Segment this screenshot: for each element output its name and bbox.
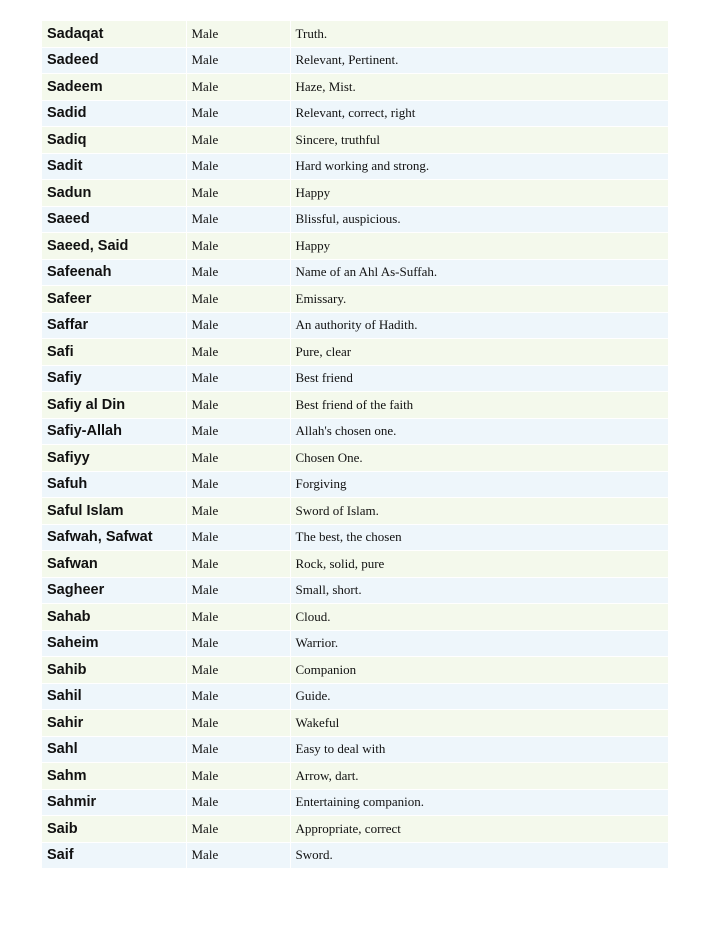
table-row (42, 816, 668, 843)
table-row (42, 736, 668, 763)
table-row (42, 710, 668, 737)
table-row (42, 577, 668, 604)
gender-cell: Male (186, 47, 290, 74)
name-cell: Safwan (42, 551, 186, 578)
table-row (42, 763, 668, 790)
name-cell: Sadeem (42, 74, 186, 101)
name-cell: Safeenah (42, 259, 186, 286)
table-row (42, 630, 668, 657)
table-row (42, 180, 668, 207)
table-row (42, 100, 668, 127)
gender-cell: Male (186, 206, 290, 233)
meaning-cell: Emissary. (290, 286, 668, 313)
table-row (42, 286, 668, 313)
meaning-cell: Cloud. (290, 604, 668, 631)
table-row (42, 418, 668, 445)
table-row (42, 47, 668, 74)
gender-cell: Male (186, 498, 290, 525)
name-cell: Safuh (42, 471, 186, 498)
gender-cell: Male (186, 153, 290, 180)
gender-cell: Male (186, 816, 290, 843)
gender-cell: Male (186, 365, 290, 392)
gender-cell: Male (186, 789, 290, 816)
meaning-cell: Appropriate, correct (290, 816, 668, 843)
gender-cell: Male (186, 577, 290, 604)
table-row (42, 206, 668, 233)
table-row (42, 498, 668, 525)
meaning-cell: Blissful, auspicious. (290, 206, 668, 233)
gender-cell: Male (186, 471, 290, 498)
table-row (42, 683, 668, 710)
name-cell: Sadeed (42, 47, 186, 74)
name-cell: Sadun (42, 180, 186, 207)
meaning-cell: An authority of Hadith. (290, 312, 668, 339)
meaning-cell: Best friend of the faith (290, 392, 668, 419)
name-cell: Sahl (42, 736, 186, 763)
name-cell: Sagheer (42, 577, 186, 604)
gender-cell: Male (186, 604, 290, 631)
name-cell: Sadiq (42, 127, 186, 154)
name-cell: Sadid (42, 100, 186, 127)
name-cell: Saheim (42, 630, 186, 657)
meaning-cell: Happy (290, 233, 668, 260)
meaning-cell: Wakeful (290, 710, 668, 737)
gender-cell: Male (186, 339, 290, 366)
name-cell: Safi (42, 339, 186, 366)
name-cell: Saib (42, 816, 186, 843)
gender-cell: Male (186, 286, 290, 313)
meaning-cell: Rock, solid, pure (290, 551, 668, 578)
names-table (42, 21, 669, 869)
table-row (42, 789, 668, 816)
name-cell: Sahmir (42, 789, 186, 816)
table-row (42, 339, 668, 366)
gender-cell: Male (186, 233, 290, 260)
gender-cell: Male (186, 127, 290, 154)
name-cell: Safiy-Allah (42, 418, 186, 445)
meaning-cell: Companion (290, 657, 668, 684)
name-cell: Saeed, Said (42, 233, 186, 260)
table-row (42, 657, 668, 684)
meaning-cell: Forgiving (290, 471, 668, 498)
gender-cell: Male (186, 21, 290, 47)
meaning-cell: Relevant, correct, right (290, 100, 668, 127)
table-row (42, 74, 668, 101)
table-row (42, 524, 668, 551)
meaning-cell: Small, short. (290, 577, 668, 604)
table-row (42, 842, 668, 869)
name-cell: Sadaqat (42, 21, 186, 47)
table-row (42, 392, 668, 419)
meaning-cell: Arrow, dart. (290, 763, 668, 790)
table-row (42, 551, 668, 578)
name-cell: Sadit (42, 153, 186, 180)
meaning-cell: The best, the chosen (290, 524, 668, 551)
table-row (42, 259, 668, 286)
name-cell: Saif (42, 842, 186, 869)
name-cell: Safiyy (42, 445, 186, 472)
gender-cell: Male (186, 524, 290, 551)
table-row (42, 21, 668, 47)
meaning-cell: Pure, clear (290, 339, 668, 366)
gender-cell: Male (186, 259, 290, 286)
gender-cell: Male (186, 763, 290, 790)
gender-cell: Male (186, 657, 290, 684)
meaning-cell: Chosen One. (290, 445, 668, 472)
gender-cell: Male (186, 736, 290, 763)
table-row (42, 365, 668, 392)
meaning-cell: Truth. (290, 21, 668, 47)
gender-cell: Male (186, 418, 290, 445)
name-cell: Saful Islam (42, 498, 186, 525)
meaning-cell: Haze, Mist. (290, 74, 668, 101)
gender-cell: Male (186, 74, 290, 101)
gender-cell: Male (186, 445, 290, 472)
gender-cell: Male (186, 710, 290, 737)
table-row (42, 445, 668, 472)
table-row (42, 312, 668, 339)
table-row (42, 604, 668, 631)
name-cell: Safeer (42, 286, 186, 313)
table-row (42, 471, 668, 498)
table-row (42, 233, 668, 260)
meaning-cell: Sword. (290, 842, 668, 869)
name-cell: Saeed (42, 206, 186, 233)
meaning-cell: Hard working and strong. (290, 153, 668, 180)
meaning-cell: Entertaining companion. (290, 789, 668, 816)
name-cell: Sahil (42, 683, 186, 710)
names-table-body (42, 21, 668, 869)
meaning-cell: Relevant, Pertinent. (290, 47, 668, 74)
name-cell: Saffar (42, 312, 186, 339)
meaning-cell: Happy (290, 180, 668, 207)
table-row (42, 127, 668, 154)
meaning-cell: Warrior. (290, 630, 668, 657)
gender-cell: Male (186, 312, 290, 339)
gender-cell: Male (186, 630, 290, 657)
meaning-cell: Guide. (290, 683, 668, 710)
name-cell: Sahab (42, 604, 186, 631)
name-cell: Sahm (42, 763, 186, 790)
meaning-cell: Easy to deal with (290, 736, 668, 763)
meaning-cell: Name of an Ahl As-Suffah. (290, 259, 668, 286)
gender-cell: Male (186, 683, 290, 710)
table-row (42, 153, 668, 180)
name-cell: Sahib (42, 657, 186, 684)
gender-cell: Male (186, 180, 290, 207)
name-cell: Sahir (42, 710, 186, 737)
gender-cell: Male (186, 551, 290, 578)
name-cell: Safiy al Din (42, 392, 186, 419)
meaning-cell: Sincere, truthful (290, 127, 668, 154)
gender-cell: Male (186, 842, 290, 869)
meaning-cell: Sword of Islam. (290, 498, 668, 525)
name-cell: Safwah, Safwat (42, 524, 186, 551)
gender-cell: Male (186, 100, 290, 127)
name-cell: Safiy (42, 365, 186, 392)
meaning-cell: Best friend (290, 365, 668, 392)
gender-cell: Male (186, 392, 290, 419)
meaning-cell: Allah's chosen one. (290, 418, 668, 445)
